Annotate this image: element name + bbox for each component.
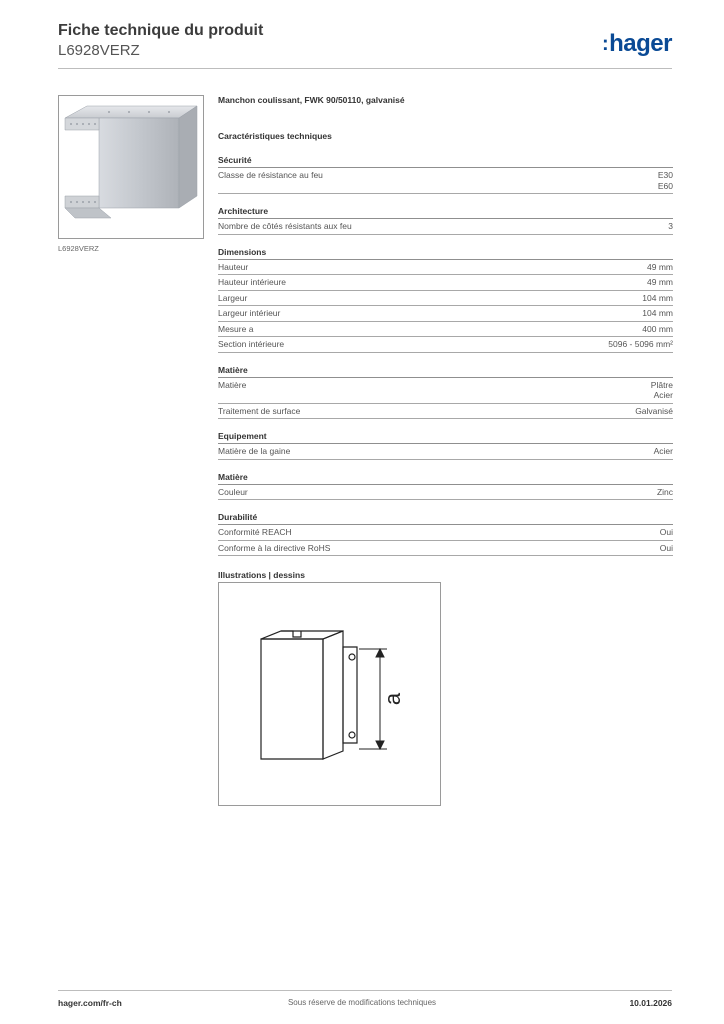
spec-value-line: E30 [657,170,673,180]
spec-label: Nombre de côtés résistants aux feu [218,221,352,231]
spec-row [218,404,673,420]
spec-value-line: E60 [657,180,673,191]
page-header [58,20,672,70]
spec-row [218,275,673,291]
product-details [218,95,673,580]
technical-characteristics-heading: Caractéristiques techniques [218,131,332,141]
section-heading: Equipement [218,431,673,444]
spec-label: Traitement de surface [218,405,301,416]
spec-row [218,444,673,460]
footer-date: 10.01.2026 [629,998,672,1008]
spec-label: Mesure a [218,323,254,334]
spec-label: Largeur intérieur [218,308,281,318]
product-photo [58,95,204,239]
header-divider [58,68,672,69]
product-photo-image [59,96,203,238]
spec-value: Galvanisé [635,405,673,416]
technical-drawing [218,582,441,806]
spec-value: 49 mm [647,277,673,287]
spec-value: 49 mm [647,261,673,272]
spec-label: Classe de résistance au feu [218,170,323,180]
spec-value-line: Acier [653,390,673,400]
spec-value: 3 [668,221,673,231]
spec-value [658,170,673,191]
spec-value: Acier [653,446,673,456]
section-heading: Dimensions [218,247,673,260]
spec-row [218,306,673,322]
technical-drawing-image [219,583,440,805]
spec-label: Conformité REACH [218,527,292,537]
spec-label: Matière [218,379,247,390]
footer-notice: Sous réserve de modifications techniques [287,998,437,1007]
spec-label: Couleur [218,486,248,497]
section-matiere-couleur [218,472,673,501]
spec-value: Oui [659,527,673,537]
spec-row [218,378,673,404]
spec-row [218,541,673,557]
illustrations-heading: Illustrations | dessins [218,570,305,580]
section-architecture [218,206,673,235]
spec-row [218,260,673,276]
logo-colon-mark: : [601,33,609,55]
spec-value: 104 mm [642,308,673,318]
spec-value: Zinc [656,486,673,497]
footer-website: hager.com/fr-ch [58,998,122,1008]
spec-label: Section intérieure [218,339,285,349]
spec-row [218,485,673,501]
spec-label: Hauteur [218,261,249,272]
section-durabilite [218,512,673,556]
spec-row [218,337,673,353]
spec-value-line: Plâtre [650,379,673,390]
spec-label: Hauteur intérieure [218,277,287,287]
spec-row [218,168,673,194]
spec-label: Matière de la gaine [218,446,291,456]
photo-caption: L6928VERZ [58,244,99,253]
spec-row [218,291,673,307]
document-title: Fiche technique du produit [58,22,264,39]
hager-logo [602,30,672,58]
section-equipement [218,431,673,460]
spec-label: Conforme à la directive RoHS [218,542,331,553]
spec-value: 5096 - 5096 mm² [608,339,673,349]
spec-value: 400 mm [642,323,673,334]
dimension-label-a: a [380,692,405,706]
section-securite [218,155,673,194]
spec-label: Largeur [218,292,248,303]
footer-divider [58,990,672,991]
spec-row [218,219,673,235]
section-matiere [218,365,673,420]
section-heading: Architecture [218,206,673,219]
spec-value: 104 mm [642,292,673,303]
section-heading: Durabilité [218,512,673,525]
product-reference: L6928VERZ [58,42,140,59]
logo-text: hager [609,30,672,57]
spec-row [218,322,673,338]
section-heading: Matière [218,472,673,485]
section-heading: Matière [218,365,673,378]
section-dimensions [218,247,673,353]
spec-value: Oui [659,542,673,553]
spec-row [218,525,673,541]
product-name: Manchon coulissant, FWK 90/50110, galvanisé [218,95,405,105]
section-heading: Sécurité [218,155,673,168]
spec-value [651,380,673,401]
